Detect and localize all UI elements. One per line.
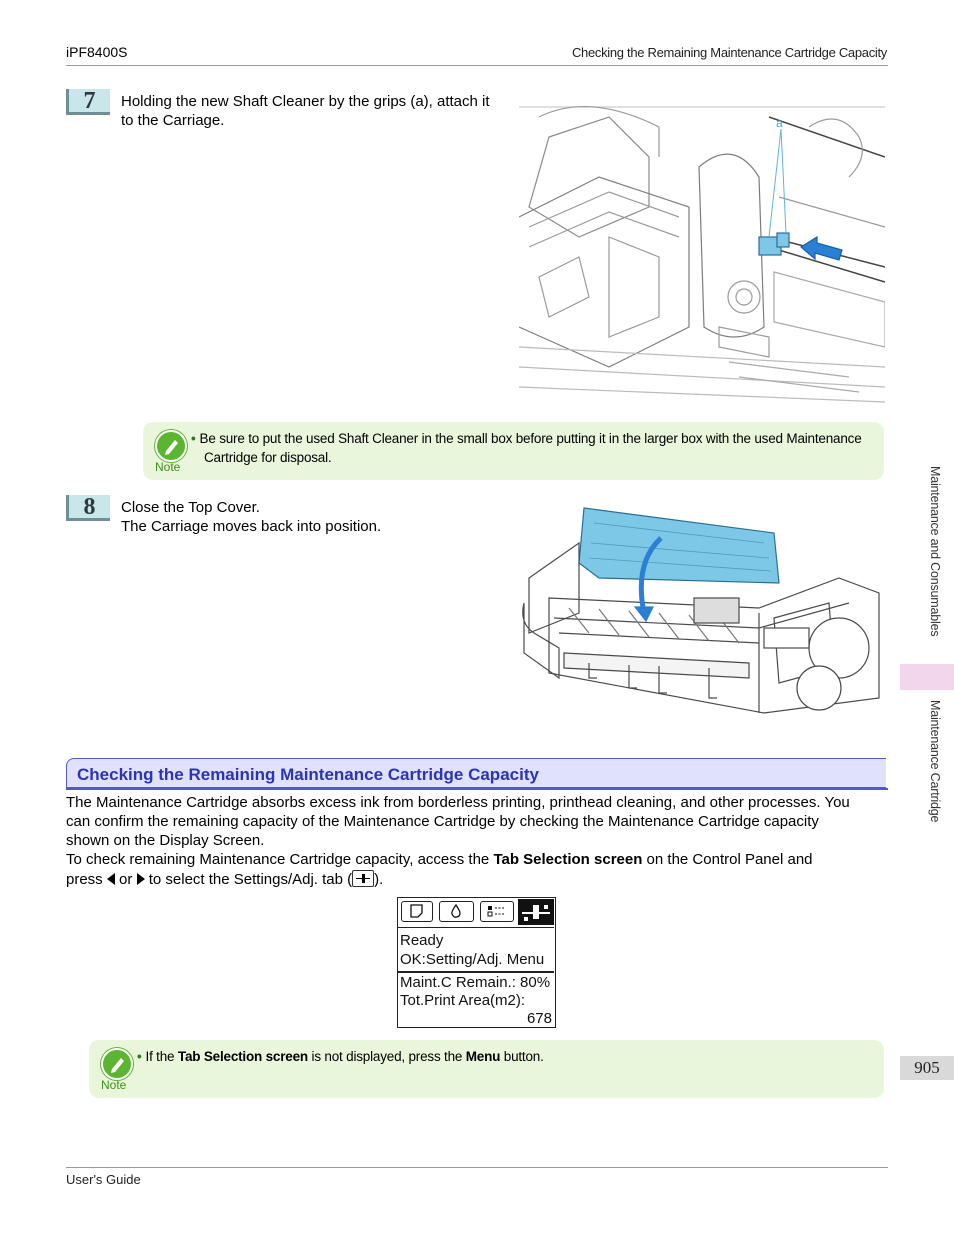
lcd-total-print-area-value: 678 [526, 1010, 552, 1027]
job-tab-icon [480, 901, 514, 922]
header-model: iPF8400S [66, 44, 128, 60]
step-8-text: Close the Top Cover. The Carriage moves back into position. [121, 499, 382, 535]
sidebar-current-tab-marker [900, 664, 954, 690]
step-8-badge: 8 [66, 495, 110, 521]
section-underline [66, 788, 888, 790]
header-rule [66, 65, 888, 66]
control-panel-display [397, 897, 556, 1028]
footer-title: User's Guide [66, 1172, 141, 1187]
section-title: Checking the Remaining Maintenance Cartridge Capacity [77, 765, 539, 784]
lcd-maint-cartridge-remaining: Maint.C Remain.: 80% [400, 974, 551, 991]
note-label: Note [155, 460, 181, 474]
sidebar-chapter-link[interactable]: Maintenance and Consumables [928, 466, 942, 637]
header-section-title: Checking the Remaining Maintenance Cartridge Capacity [571, 45, 887, 60]
pencil-note-icon [155, 430, 187, 462]
pencil-note-icon [101, 1048, 133, 1080]
step-7-text: Holding the new Shaft Cleaner by the grips (a), attach it to the Carriage. [121, 93, 490, 129]
section-body: The Maintenance Cartridge absorbs excess ink from borderless printing, printhead cleaning, and other processes. You can confirm the remaining capacity of the Maintenance Cartridge by checking the Maintenance Cartridge capacity shown on the Display Screen. To check remaining Maintenance Cartridge capacity, access the Tab Selection screen on the Control Panel and press or to select the Settings/Adj. tab ( ). [66, 794, 850, 888]
callout-a: a [776, 116, 783, 130]
media-tab-icon [401, 901, 433, 922]
bullet-icon: • [137, 1049, 142, 1064]
lcd-total-print-area-label: Tot.Print Area(m2): [400, 992, 526, 1009]
shaft-cleaner-illustration [519, 97, 885, 412]
note-text-menu-button: • If the Tab Selection screen is not displayed, press the Menu button. [137, 1049, 544, 1064]
page-number: 905 [900, 1056, 954, 1080]
step-7-badge: 7 [66, 89, 110, 115]
lcd-tab-bar [398, 898, 554, 928]
note-text-shaft-cleaner: • Be sure to put the used Shaft Cleaner in the small box before putting it in the larger box with the used Maintenance Cartridge for disposal. [191, 431, 862, 465]
lcd-menu-hint: OK:Setting/Adj. Menu [400, 951, 545, 968]
left-arrow-key-icon [107, 873, 115, 885]
settings-adj-tab-icon [352, 870, 374, 887]
note-label: Note [101, 1078, 127, 1092]
right-arrow-key-icon [137, 873, 145, 885]
bullet-icon: • [191, 431, 196, 446]
ink-tab-icon [439, 901, 474, 922]
sidebar-subsection-link[interactable]: Maintenance Cartridge [928, 700, 942, 823]
close-top-cover-illustration [519, 503, 885, 721]
footer-rule [66, 1167, 888, 1168]
lcd-status: Ready [400, 932, 444, 949]
tab-selection-screen-term: Tab Selection screen [493, 851, 643, 868]
settings-adj-tab-selected-icon [518, 899, 554, 925]
